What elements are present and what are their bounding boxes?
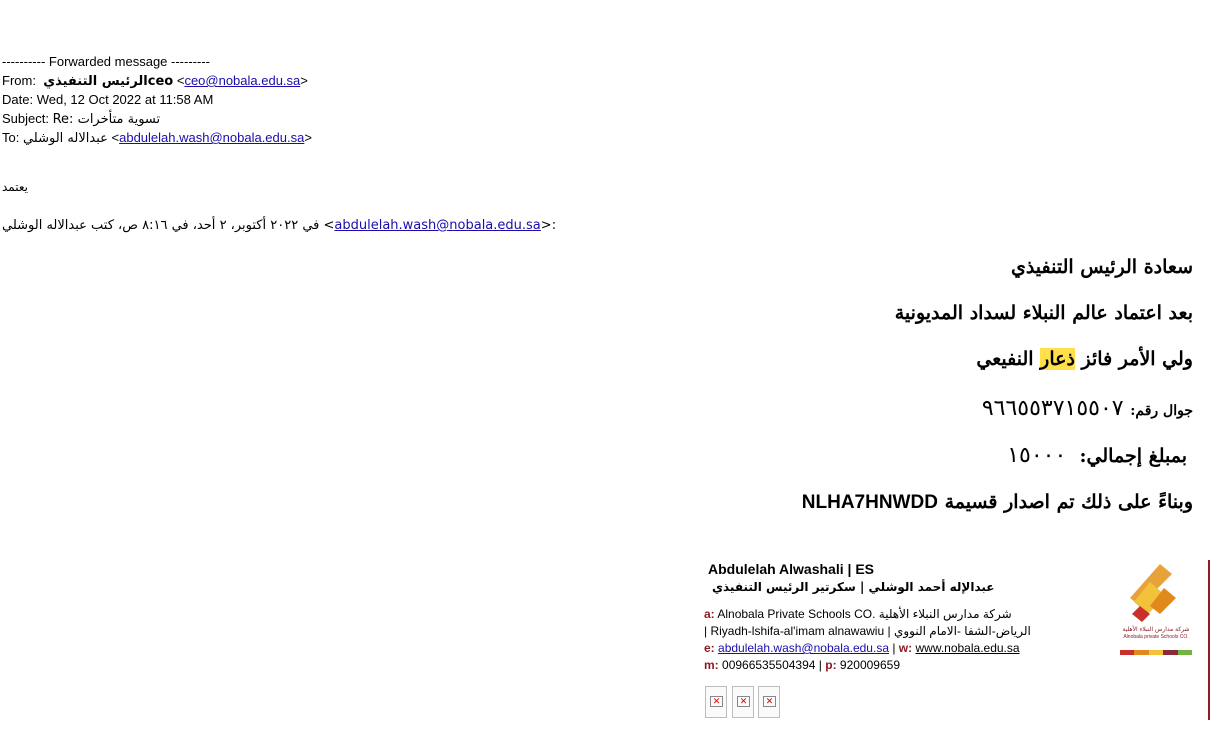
from-row: From: الرئيس التنفيذيceo <ceo@nobala.edu.sa> [2, 73, 308, 89]
company-logo [1120, 560, 1192, 660]
mobile-label-sig: m: [704, 658, 719, 672]
guardian-line [976, 348, 1193, 370]
broken-image-icon: ✕ [710, 696, 723, 707]
signature-name-ar: عبدالإله أحمد الوشلي | سكرتير الرئيس التنفيذي [712, 580, 995, 594]
from-label: From: [2, 73, 36, 88]
email-label: e: [704, 641, 715, 655]
broken-image-icon: ✕ [737, 696, 750, 707]
logo-color-segment [1149, 650, 1163, 655]
approval-line: بعد اعتماد عالم النبلاء لسداد المديونية [894, 302, 1193, 324]
quote-intro-text: في ٢٠٢٢ أكتوبر، ٢ أحد، في ٨:١٦ ص، كتب عبدالاله الوشلي [2, 218, 320, 233]
voucher-text: وبناءً على ذلك تم اصدار قسيمة [944, 491, 1193, 513]
to-name: عبدالاله الوشلي [22, 131, 108, 146]
logo-color-segment [1120, 650, 1134, 655]
to-email-link[interactable]: abdulelah.wash@nobala.edu.sa [119, 130, 305, 145]
guardian-highlight: ذعار [1040, 348, 1075, 370]
signature-address: | Riyadh-lshifa-al'imam alnawawiu | الرياض-الشفا -الامام النووي [704, 624, 1031, 638]
logo-color-segment [1134, 650, 1148, 655]
voucher-code: NLHA7HNWDD [801, 492, 938, 513]
signature-phone: 920009659 [839, 658, 900, 672]
signature-phone-row: m: 00966535504394 | p: 920009659 [704, 658, 900, 672]
quote-intro-email-link[interactable]: abdulelah.wash@nobala.edu.sa [334, 218, 541, 233]
subject-row [2, 109, 160, 129]
mobile-value: ٩٦٦٥٥٣٧١٥٥٠٧ [981, 396, 1124, 421]
reply-text: يعتمد [2, 180, 28, 194]
signature-contact-row: e: abdulelah.wash@nobala.edu.sa | w: www.nobala.edu.sa [704, 641, 1020, 655]
logo-emblem-icon [1120, 560, 1192, 632]
guardian-pre: ولي الأمر فائز [1074, 348, 1193, 370]
logo-color-segment [1163, 650, 1177, 655]
signature-company-row [704, 607, 1012, 621]
signature-name-en: Abdulelah Alwashali | ES [708, 561, 874, 577]
to-row: To: عبدالاله الوشلي <abdulelah.wash@nobala.edu.sa> [2, 130, 312, 146]
amount-value: ١٥٠٠٠ [1007, 443, 1067, 468]
signature-company: Alnobala Private Schools CO. شركة مدارس النبلاء الأهلية [717, 607, 1012, 621]
amount-line [1007, 443, 1187, 468]
address-label: a: [704, 607, 715, 621]
signature-divider [1208, 560, 1210, 720]
broken-image-1[interactable] [705, 686, 727, 718]
date-row [2, 90, 213, 109]
broken-image-icon: ✕ [763, 696, 776, 707]
subject-value: Re: تسوية متأخرات [52, 112, 161, 127]
phone-label: p: [825, 658, 837, 672]
logo-caption-ar: شركة مدارس النبلاء الأهلية [1122, 626, 1190, 633]
broken-image-3[interactable] [758, 686, 780, 718]
greeting-line: سعادة الرئيس التنفيذي [1010, 256, 1193, 278]
website-label: w: [898, 641, 913, 655]
amount-label: بمبلغ إجمالي: [1079, 445, 1187, 467]
voucher-line [802, 491, 1193, 514]
signature-email-link[interactable]: abdulelah.wash@nobala.edu.sa [718, 641, 889, 655]
mobile-line [982, 396, 1193, 421]
quote-intro-suffix: : [551, 218, 557, 233]
signature-website-link[interactable]: www.nobala.edu.sa [915, 641, 1020, 655]
subject-label: Subject: [2, 111, 49, 126]
broken-image-2[interactable] [732, 686, 754, 718]
date-label: Date: [2, 92, 34, 107]
logo-caption-en: Alnobala private Schools CO. [1123, 634, 1189, 640]
guardian-post: النفيعي [976, 348, 1041, 370]
logo-color-bar [1120, 650, 1192, 655]
mobile-label: جوال رقم: [1130, 403, 1193, 419]
logo-color-segment [1178, 650, 1192, 655]
quote-intro: في ٢٠٢٢ أكتوبر، ٢ أحد، في ٨:١٦ ص، كتب عبدالاله الوشلي <abdulelah.wash@nobala.edu.sa>: [2, 218, 557, 233]
to-label: To: [2, 130, 20, 145]
date-value: Wed, 12 Oct 2022 at 11:58 AM [36, 92, 214, 107]
from-name: الرئيس التنفيذيceo [43, 74, 174, 89]
forward-separator: ---------- Forwarded message --------- [2, 54, 210, 69]
signature-mobile: 00966535504394 [722, 658, 816, 672]
from-email-link[interactable]: ceo@nobala.edu.sa [184, 73, 301, 88]
